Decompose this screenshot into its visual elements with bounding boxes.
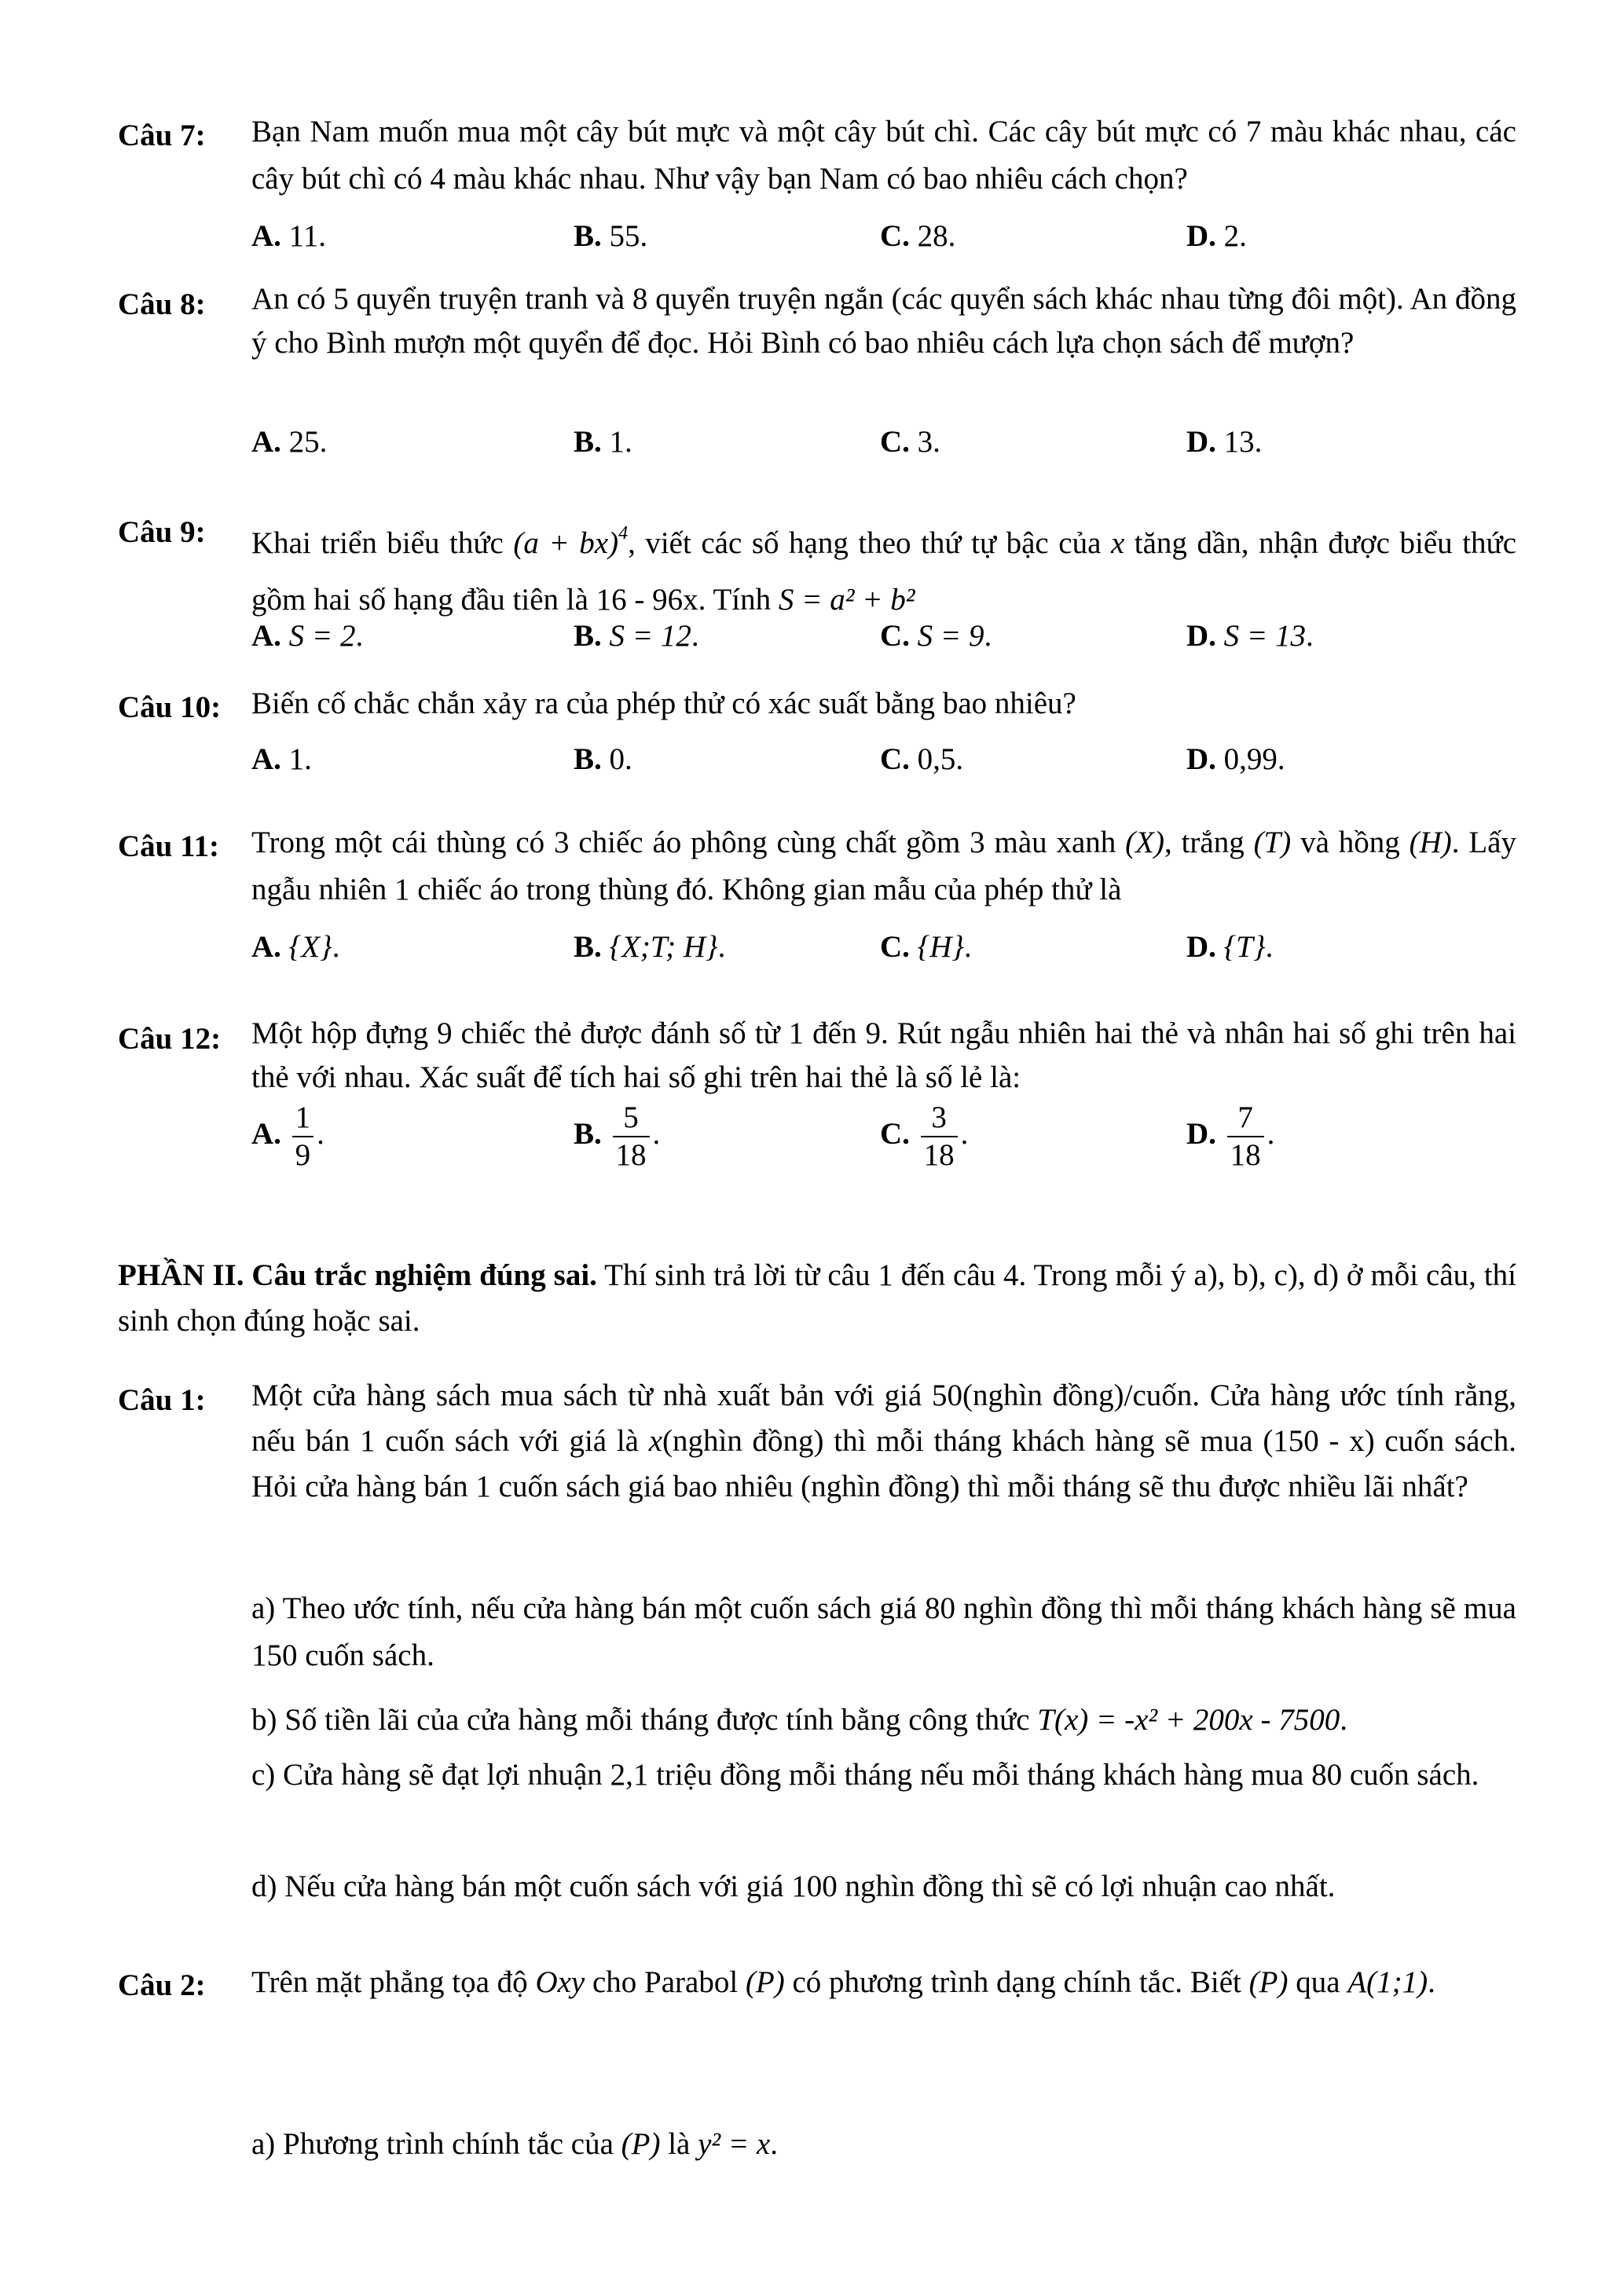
question-text: Một hộp đựng 9 chiếc thẻ được đánh số từ 1 đến 9. Rút ngẫu nhiên hai thẻ và nhân hai số ghi trên hai thẻ với nhau. Xác suất để tích hai số ghi trên hai thẻ là số lẻ là: (251, 1016, 1516, 1094)
question-label: Câu 8: (118, 287, 206, 321)
math-formula: S = a² + b² (778, 583, 915, 617)
option-d[interactable]: D. $\frac{7}{18}$ . (1186, 1100, 1275, 1172)
question-label: Câu 10: (118, 690, 222, 724)
option-b[interactable]: B. {X;T; H}. (574, 930, 726, 964)
fraction: $\frac{5}{18}$ (613, 1100, 650, 1174)
option-a[interactable]: A. 11. (251, 219, 326, 253)
section-heading (118, 1253, 1516, 1344)
fraction: $\frac{7}{18}$ (1227, 1100, 1264, 1174)
math-point: A(1;1) (1347, 1965, 1428, 1999)
option-d[interactable]: D. S = 13. (1186, 619, 1314, 653)
question-label: Câu 7: (118, 119, 206, 152)
question-text: Khai triển biểu thức (a + bx)$^4$, viết các số hạng theo thứ tự bậc của x tăng dần, nhận được biểu thức gồm hai số hạng đầu tiên là 16 - 96x. Tính S = a² + b² (251, 523, 1516, 617)
option-a[interactable]: A. $\frac{1}{9}$ . (251, 1100, 324, 1172)
math-symbol: (P) (621, 2127, 661, 2161)
fraction: $\frac{1}{9}$ (292, 1100, 314, 1174)
section-instructions: Thí sinh trả lời từ câu 1 đến câu 4. Trong mỗi ý a), b), c), d) ở mỗi câu, thí sinh chọn đúng hoặc sai. (118, 1258, 1516, 1338)
statement-a[interactable]: a) Phương trình chính tắc của (P) là y² = x. (251, 2127, 778, 2161)
question-text: Trên mặt phẳng tọa độ Oxy cho Parabol (P) có phương trình dạng chính tắc. Biết (P) qua A(1;1). (251, 1965, 1435, 1999)
option-a[interactable]: A. 1. (251, 742, 312, 776)
math-formula: T(x) = -x² + 200x - 7500 (1037, 1703, 1340, 1737)
option-a[interactable]: A. {X}. (251, 930, 340, 964)
question-label: Câu 12: (118, 1022, 222, 1056)
option-d[interactable]: D. 0,99. (1186, 742, 1285, 776)
math-variable: x (648, 1424, 663, 1458)
question-text: Biến cố chắc chắn xảy ra của phép thử có xác suất bằng bao nhiêu? (251, 687, 1076, 720)
math-number: 7 (1245, 115, 1262, 148)
question-label: Câu 9: (118, 515, 206, 549)
question-label: Câu 1: (118, 1383, 206, 1417)
math-number: 80 (924, 1591, 955, 1625)
option-d[interactable]: D. 13. (1186, 425, 1263, 459)
question-text: Trong một cái thùng có 3 chiếc áo phông cùng chất gồm 3 màu xanh (X), trắng (T) và hồng (H). Lấy ngẫu nhiên 1 chiếc áo trong thùng đó. Không gian mẫu của phép thử là (251, 826, 1516, 906)
option-a[interactable]: A. S = 2. (251, 619, 364, 653)
math-number: 100 (791, 1869, 838, 1903)
option-d[interactable]: D. 2. (1186, 219, 1247, 253)
option-b[interactable]: B. 55. (574, 219, 648, 253)
math-symbol: (H) (1409, 826, 1452, 859)
option-b[interactable]: B. S = 12. (574, 619, 699, 653)
math-number: 4 (430, 162, 445, 196)
question-text: Bạn Nam muốn mua một cây bút mực và một cây bút chì. Các cây bút mực có 7 màu khác nhau, các cây bút chì có 4 màu khác nhau. Như vậy bạn Nam có bao nhiêu cách chọn? (251, 115, 1516, 196)
statement-c[interactable]: c) Cửa hàng sẽ đạt lợi nhuận 2,1 triệu đồng mỗi tháng nếu mỗi tháng khách hàng mua 80 cuốn sách. (251, 1758, 1479, 1792)
option-b[interactable]: B. $\frac{5}{18}$ . (574, 1100, 661, 1172)
question-text: Một cửa hàng sách mua sách từ nhà xuất bản với giá 50(nghìn đồng)/cuốn. Cửa hàng ước tính rằng, nếu bán 1 cuốn sách với giá là x(nghìn đồng) thì mỗi tháng khách hàng sẽ mua (150 - x) cuốn sách. Hỏi cửa hàng bán 1 cuốn sách giá bao nhiêu (nghìn đồng) thì mỗi tháng sẽ thu được nhiều lãi nhất? (251, 1379, 1516, 1503)
question-label: Câu 11: (118, 829, 219, 863)
option-c[interactable]: C. 28. (880, 219, 956, 253)
option-c[interactable]: C. S = 9. (880, 619, 992, 653)
option-a[interactable]: A. 25. (251, 425, 328, 459)
statement-d[interactable]: d) Nếu cửa hàng bán một cuốn sách với giá 100 nghìn đồng thì sẽ có lợi nhuận cao nhất. (251, 1869, 1336, 1903)
math-expression: (150 - x) (1263, 1424, 1375, 1458)
statement-a[interactable]: a) Theo ước tính, nếu cửa hàng bán một cuốn sách giá 80 nghìn đồng thì mỗi tháng khách hàng sẽ mua 150 cuốn sách. (251, 1591, 1516, 1672)
fraction: $\frac{3}{18}$ (921, 1100, 958, 1174)
math-number: 5 (333, 282, 349, 316)
math-symbol: (P) (745, 1965, 785, 1999)
option-c[interactable]: C. 3. (880, 425, 940, 459)
option-b[interactable]: B. 1. (574, 425, 632, 459)
question-label: Câu 2: (118, 1968, 206, 2002)
option-b[interactable]: B. 0. (574, 742, 632, 776)
math-number: 80 (1311, 1758, 1343, 1792)
math-variable: x (1110, 526, 1125, 560)
option-d[interactable]: D. {T}. (1186, 930, 1274, 964)
option-c[interactable]: C. $\frac{3}{18}$ . (880, 1100, 969, 1172)
math-symbol: (T) (1253, 826, 1292, 859)
option-c[interactable]: C. 0,5. (880, 742, 964, 776)
math-symbol: (X) (1125, 826, 1164, 859)
math-number: 2,1 (610, 1758, 649, 1792)
statement-b[interactable]: b) Số tiền lãi của cửa hàng mỗi tháng được tính bằng công thức T(x) = -x² + 200x - 7500. (251, 1703, 1347, 1737)
math-number: 150 (251, 1639, 298, 1672)
math-formula: y² = x (698, 2127, 771, 2161)
math-expression: 16 - 96x (596, 583, 698, 617)
math-number: 50 (932, 1379, 963, 1412)
section-title: PHẦN II. Câu trắc nghiệm đúng sai. (118, 1258, 597, 1292)
math-expression: (a + bx)$^4$ (513, 523, 629, 560)
question-text: An có 5 quyển truyện tranh và 8 quyển truyện ngắn (các quyển sách khác nhau từng đôi một). An đồng ý cho Bình mượn một quyển để đọc. Hỏi Bình có bao nhiêu cách lựa chọn sách để mượn? (251, 282, 1516, 360)
math-symbol: Oxy (535, 1965, 585, 1999)
option-c[interactable]: C. {H}. (880, 930, 972, 964)
math-symbol: (P) (1248, 1965, 1289, 1999)
